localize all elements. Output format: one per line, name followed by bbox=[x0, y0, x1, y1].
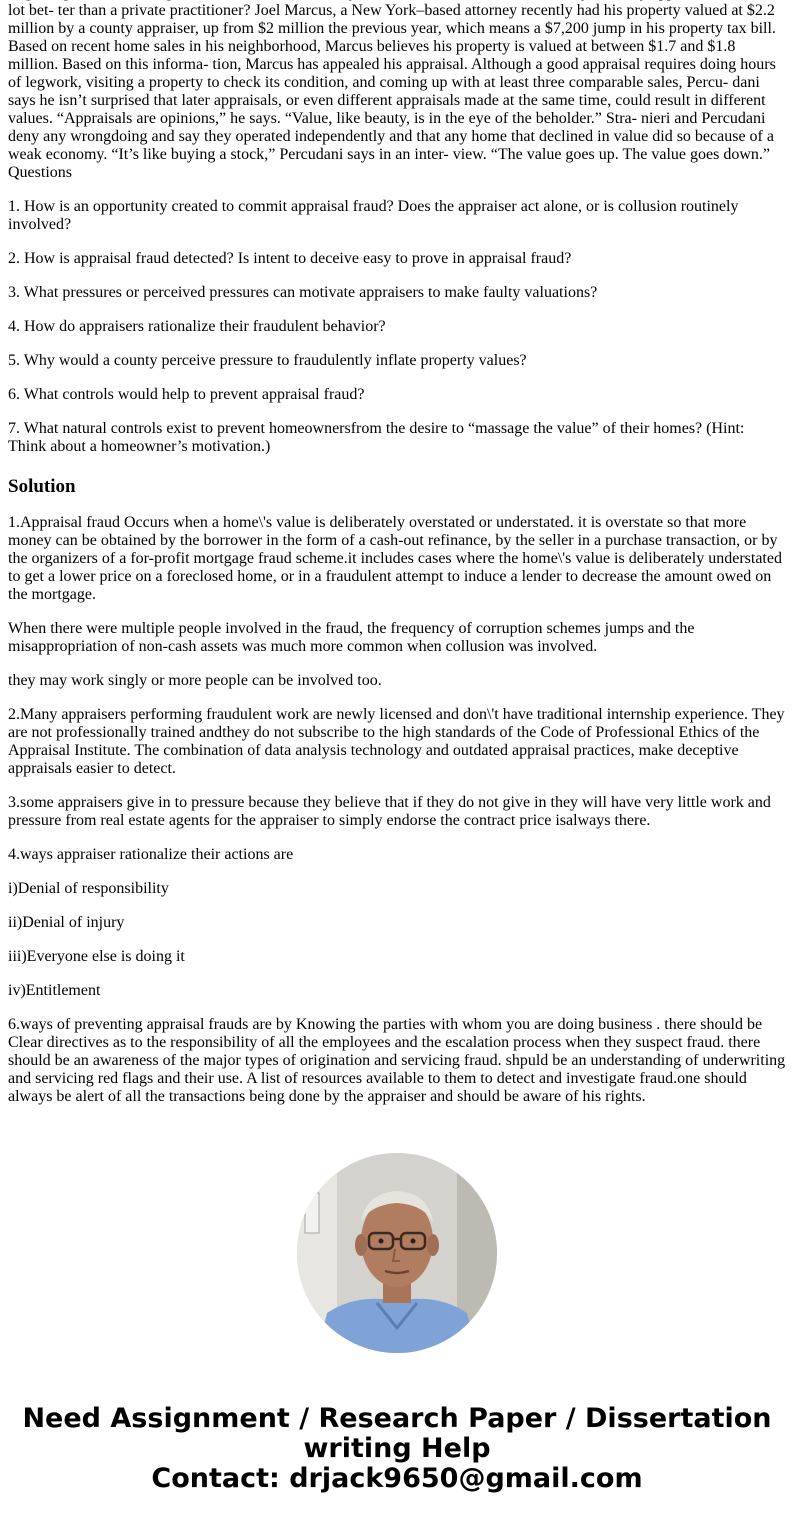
solution-paragraph: 1.Appraisal fraud Occurs when a home\'s value is deliberately overstated or understated. it is overstate so that more money can be obtained by the borrower in the form of a cash-out refinance, by the seller in a purchase transaction, or by the organizers of a for-profit mortgage fraud scheme.it includes cases where the home\'s value is deliberately understated to get a lower price on a foreclosed home, or in a fraudulent attempt to induce a lender to decrease the amount owed on the mortgage. bbox=[8, 514, 782, 603]
solution-paragraph: they may work singly or more people can be involved too. bbox=[8, 672, 382, 689]
solution-paragraph: When there were multiple people involved in the fraud, the frequency of corruption schemes jumps and the misappropriation of non-cash assets was much more common when collusion was involved. bbox=[8, 620, 695, 655]
question-item: 5. Why would a county perceive pressure to fraudulently inflate property values? bbox=[8, 352, 527, 369]
question-item: 3. What pressures or perceived pressures can motivate appraisers to make faulty valuations? bbox=[8, 284, 598, 301]
solution-list-item: iv)Entitlement bbox=[8, 982, 101, 999]
banner-line: Need Assignment / Research Paper / Dissertation bbox=[22, 1403, 772, 1434]
solution-list-item: ii)Denial of injury bbox=[8, 914, 125, 931]
banner-line: writing Help bbox=[303, 1433, 491, 1464]
questions-list bbox=[8, 198, 786, 456]
author-portrait-image bbox=[297, 1153, 497, 1353]
question-item: 2. How is appraisal fraud detected? Is intent to deceive easy to prove in appraisal fraud? bbox=[8, 250, 572, 267]
solution-heading: Solution bbox=[8, 476, 76, 497]
solution-list-item: iii)Everyone else is doing it bbox=[8, 948, 185, 965]
solution-paragraph: 4.ways appraiser rationalize their actions are bbox=[8, 846, 294, 863]
solution-list-item: i)Denial of responsibility bbox=[8, 880, 169, 897]
question-item: 1. How is an opportunity created to commit appraisal fraud? Does the appraiser act alone, or is collusion routinely involved? bbox=[8, 198, 739, 233]
contact-email: Contact: drjack9650@gmail.com bbox=[151, 1463, 643, 1494]
contact-banner bbox=[0, 1404, 794, 1494]
solution-paragraph: 6.ways of preventing appraisal frauds are by Knowing the parties with whom you are doing business . there should be Clear directives as to the responsibility of all the employees and the escalation process when they suspect fraud. there should be an awareness of the major types of origination and servicing fraud. shpuld be an understanding of underwriting and servicing red flags and their use. A list of resources available to them to detect and investigate fraud.one should always be alert of all the transactions being done by the appraiser and should be aware of his rights. bbox=[8, 1016, 786, 1105]
question-item: 7. What natural controls exist to prevent homeownersfrom the desire to “massage the value” of their homes? (Hint: Think about a homeowner’s motivation.) bbox=[8, 420, 745, 455]
document-body bbox=[8, 0, 786, 1122]
question-item: 4. How do appraisers rationalize their fraudulent behavior? bbox=[8, 318, 386, 335]
question-item: 6. What controls would help to prevent appraisal fraud? bbox=[8, 386, 365, 403]
author-avatar bbox=[297, 1153, 497, 1353]
solution-paragraph: 2.Many appraisers performing fraudulent work are newly licensed and don\'t have traditional internship experience. They are not professionally trained andthey do not subscribe to the high standards of the Code of Professional Ethics of the Appraisal Institute. The combination of data analysis technology and outdated appraisal practices, make deceptive appraisals easier to detect. bbox=[8, 706, 785, 777]
solution-paragraph: 3.some appraisers give in to pressure because they believe that if they do not give in they will have very little work and pressure from real estate agents for the appraiser to simply endorse the contract price isalways there. bbox=[8, 794, 771, 829]
intro-paragraph: lot bet- ter than a private practitioner? Joel Marcus, a New York–based attorney recently had his property valued at $2.2 million by a county appraiser, up from $2 million the previous year, which means a $7,200 jump in his property tax bill. Based on recent home sales in his neighborhood, Marcus believes his property is valued at between $1.7 and $1.8 million. Based on this informa- tion, Marcus has appealed his appraisal. Although a good appraisal requires doing hours of legwork, visiting a property to check its condition, and coming up with at least three comparable sales, Percu- dani says he isn’t surprised that later appraisals, or even different appraisals made at the same time, could result in different values. “Appraisals are opinions,” he says. “Value, like beauty, is in the eye of the beholder.” Stra- nieri and Percudani deny any wrongdoing and say they operated independently and that any home that declined in value did so because of a weak economy. “It’s like buying a stock,” Percudani says in an inter- view. “The value goes up. The value goes down.” Questions bbox=[8, 2, 776, 181]
solution-section bbox=[8, 514, 786, 1106]
